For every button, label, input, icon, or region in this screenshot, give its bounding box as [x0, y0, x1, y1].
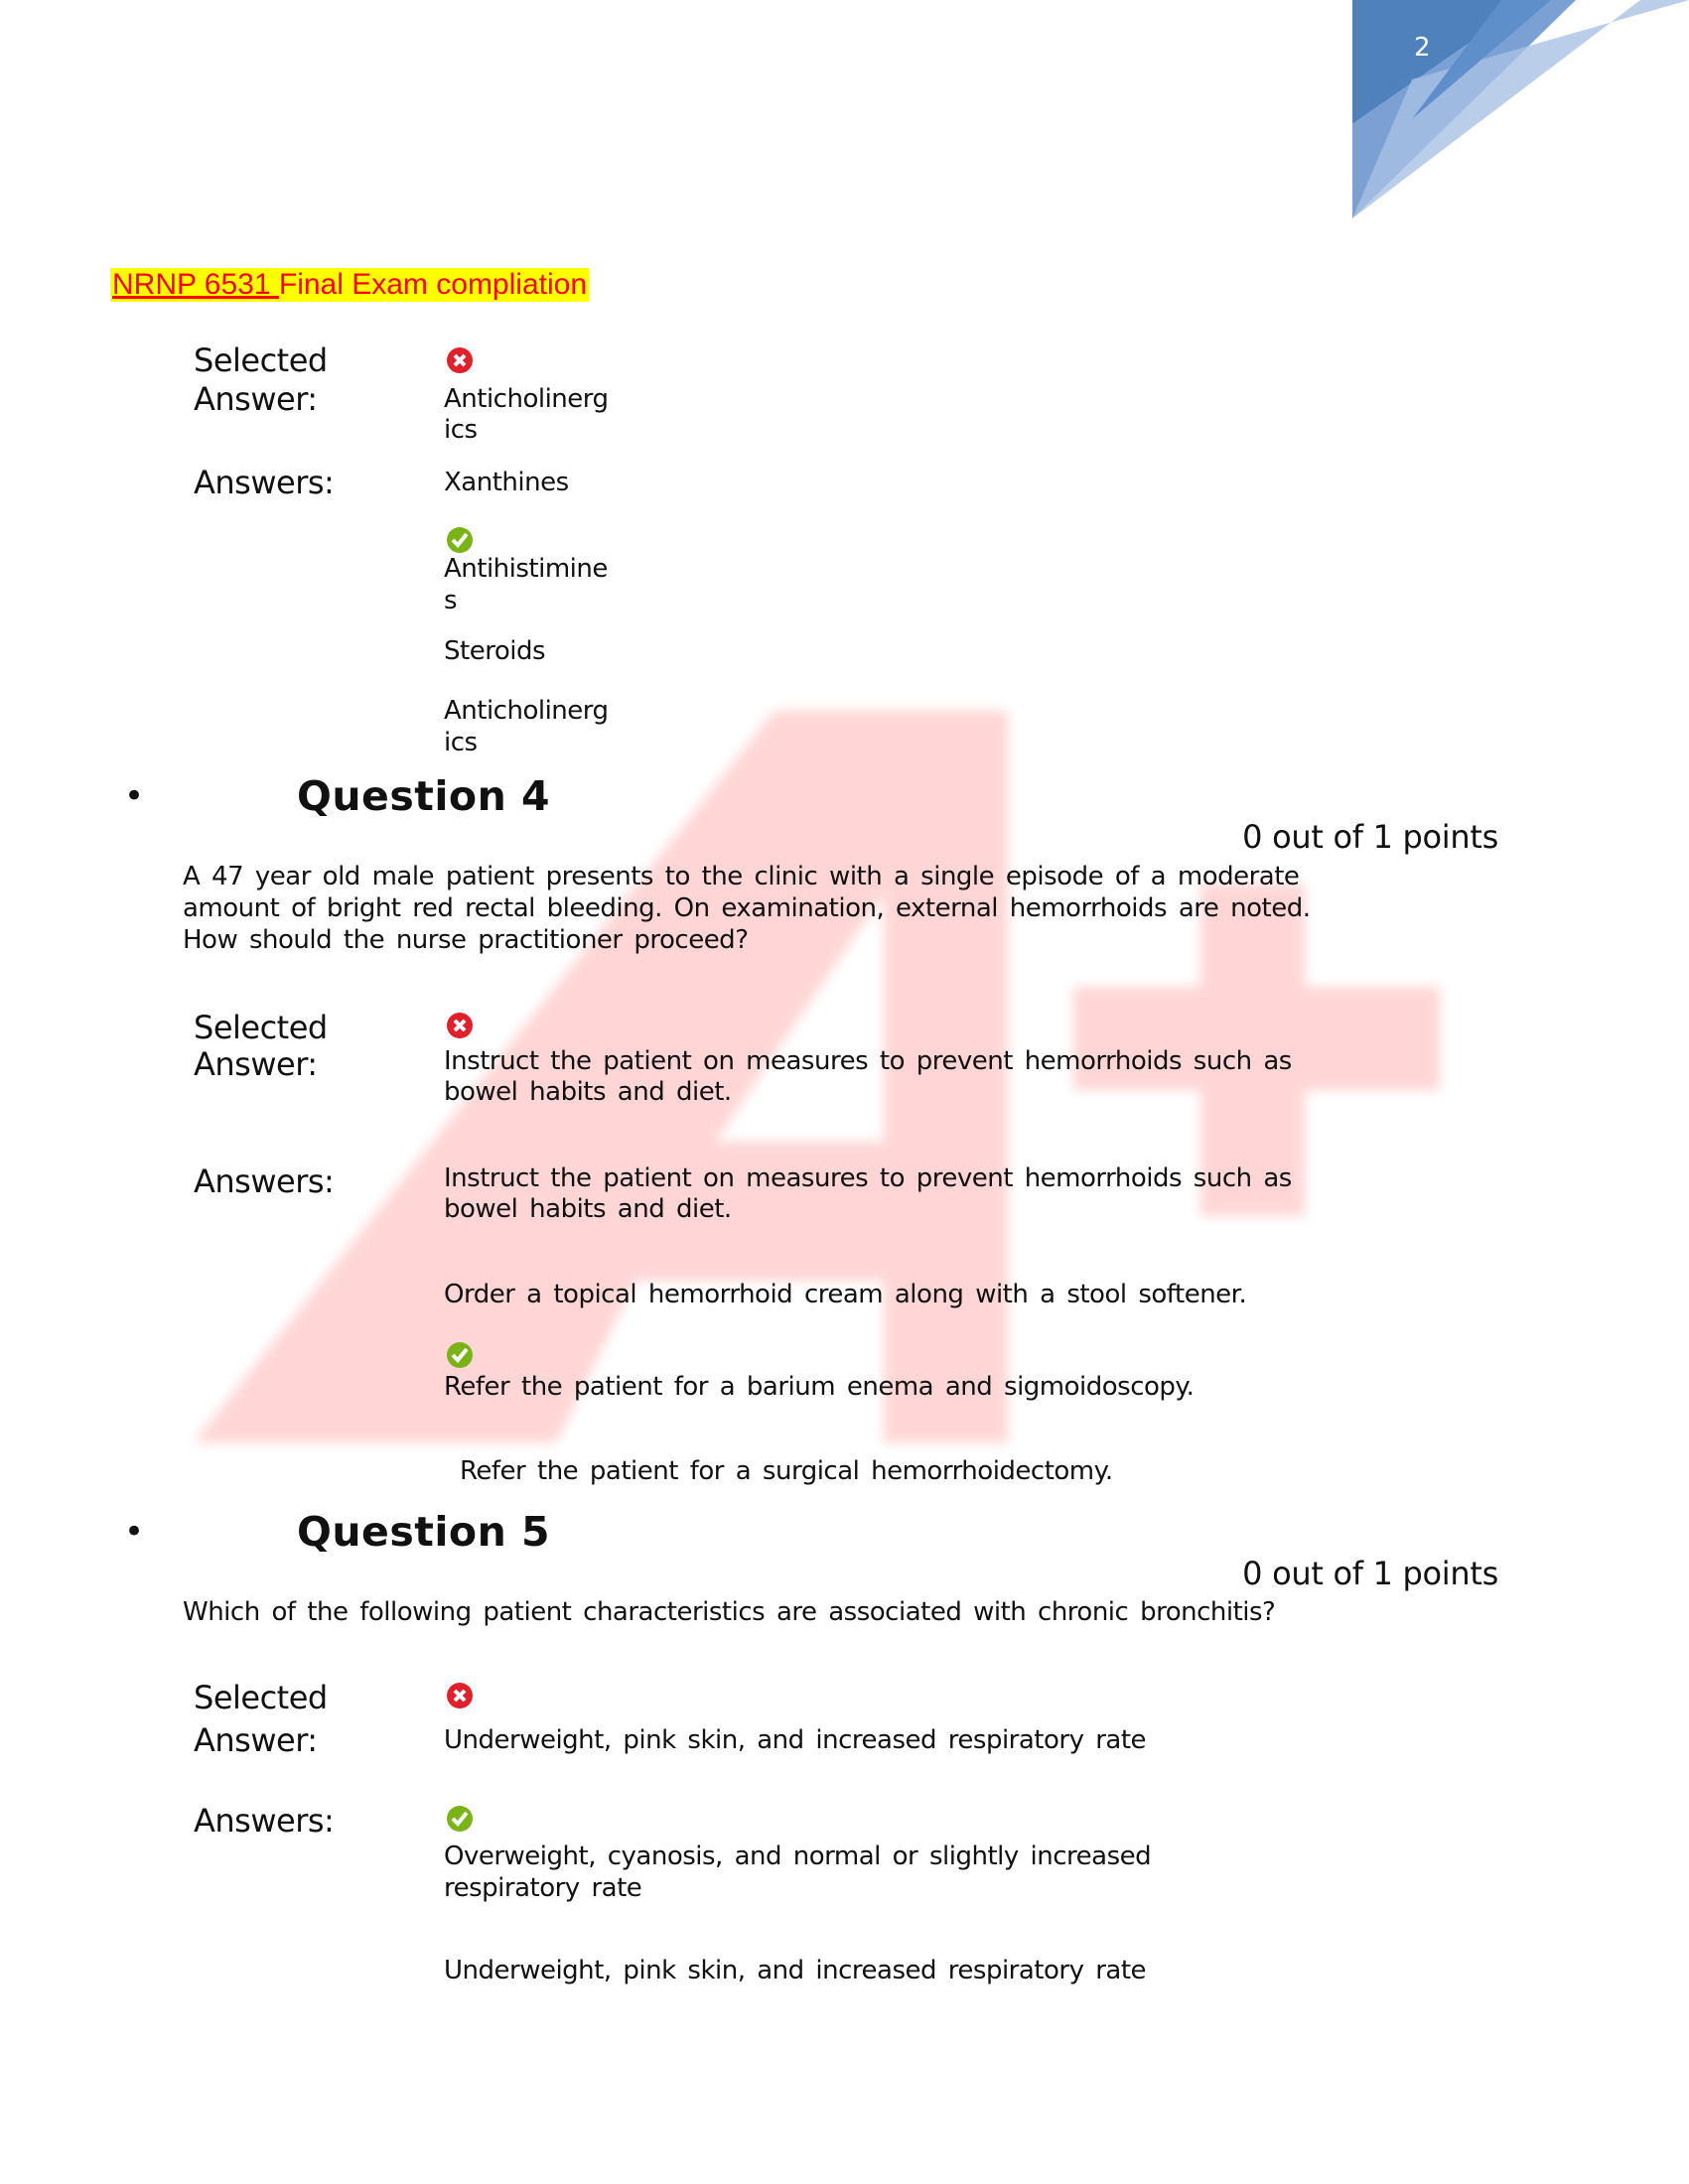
- answer-label: Answer:: [194, 1045, 318, 1083]
- page-number: 2: [1414, 33, 1431, 63]
- answer-option: Order a topical hemorrhoid cream along with a stool softener.: [444, 1280, 1247, 1309]
- incorrect-icon: [446, 1682, 474, 1709]
- title-text: Final Exam compliation: [278, 268, 587, 301]
- selected-answer-text: Underweight, pink skin, and increased respiratory rate: [444, 1725, 1147, 1755]
- correct-icon: [446, 526, 474, 554]
- answer-option: Refer the patient for a surgical hemorrhoidectomy.: [460, 1456, 1113, 1486]
- answers-label: Answers:: [194, 464, 335, 501]
- answer-option: Underweight, pink skin, and increased respiratory rate: [444, 1956, 1147, 1985]
- question-heading: Question 4: [297, 772, 551, 820]
- answer-option: Refer the patient for a barium enema and sigmoidoscopy.: [444, 1372, 1195, 1402]
- answer-option: ics: [444, 728, 478, 757]
- answer-option: Overweight, cyanosis, and normal or slightly increased: [444, 1842, 1152, 1871]
- corner-decoration: [1352, 0, 1689, 223]
- question-heading: Question 5: [297, 1508, 551, 1556]
- selected-answer-text: Instruct the patient on measures to prevent hemorrhoids such as: [444, 1046, 1292, 1076]
- correct-icon: [446, 1805, 474, 1833]
- answer-option: s: [444, 586, 458, 615]
- selected-label: Selected: [194, 1009, 328, 1046]
- question-text: How should the nurse practitioner proceed?: [183, 925, 749, 955]
- incorrect-icon: [446, 1012, 474, 1039]
- answer-option: Xanthines: [444, 468, 569, 497]
- answer-option: bowel habits and diet.: [444, 1194, 732, 1224]
- question-text: Which of the following patient characteristics are associated with chronic bronchitis?: [183, 1597, 1276, 1627]
- answer-option: Anticholinerg: [444, 696, 609, 726]
- selected-answer-text: ics: [444, 415, 478, 445]
- incorrect-icon: [446, 346, 474, 374]
- document-title: [110, 268, 589, 302]
- answer-option: Antihistimine: [444, 554, 608, 584]
- points-score: 0 out of 1 points: [1242, 818, 1498, 856]
- answer-label: Answer:: [194, 380, 318, 418]
- selected-answer-text: Anticholinerg: [444, 384, 609, 414]
- correct-icon: [446, 1341, 474, 1369]
- question-text: amount of bright red rectal bleeding. On examination, external hemorrhoids are noted.: [183, 893, 1311, 923]
- question-text: A 47 year old male patient presents to the clinic with a single episode of a moderate: [183, 862, 1300, 891]
- answer-label: Answer:: [194, 1721, 318, 1759]
- bullet: •: [124, 1512, 145, 1552]
- selected-answer-text: bowel habits and diet.: [444, 1077, 732, 1107]
- course-code: NRNP 6531: [112, 268, 279, 301]
- answers-label: Answers:: [194, 1162, 335, 1200]
- selected-label: Selected: [194, 341, 328, 379]
- answer-option: Instruct the patient on measures to prevent hemorrhoids such as: [444, 1163, 1292, 1193]
- bullet: •: [124, 776, 145, 816]
- selected-label: Selected: [194, 1679, 328, 1716]
- answer-option: respiratory rate: [444, 1873, 642, 1903]
- points-score: 0 out of 1 points: [1242, 1555, 1498, 1592]
- answer-option: Steroids: [444, 636, 545, 666]
- answers-label: Answers:: [194, 1802, 335, 1840]
